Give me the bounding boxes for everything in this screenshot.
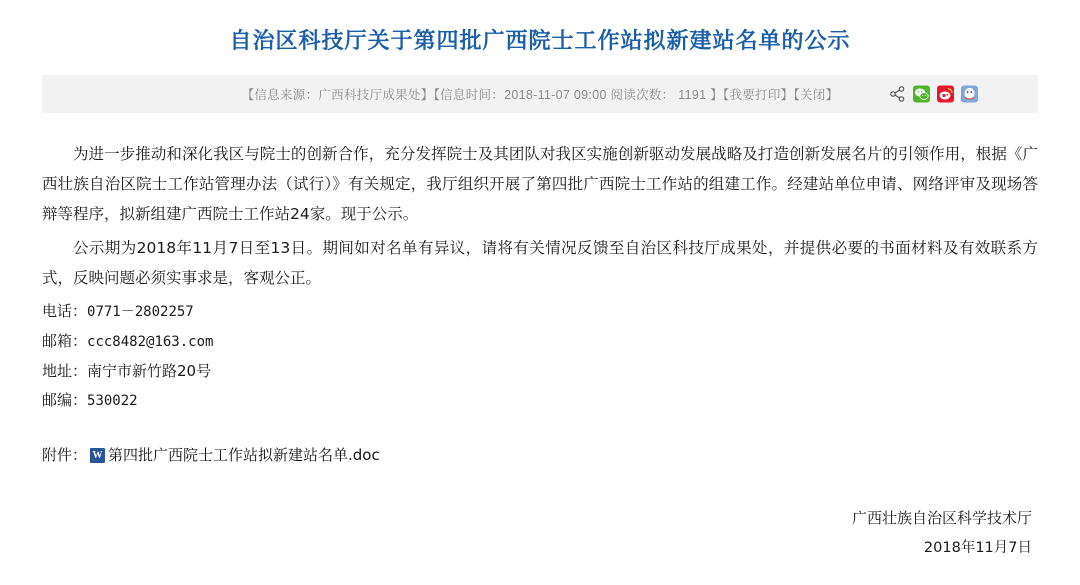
signature-block bbox=[852, 503, 1032, 563]
paragraph-2: 公示期为2018年11月7日至13日。期间如对名单有异议，请将有关情况反馈至自治区科技厅成果处，并提供必要的书面材料及有效联系方式，反映问题必须实事求是，客观公正。 bbox=[42, 239, 1038, 287]
weibo-icon[interactable] bbox=[937, 86, 954, 103]
contact-email bbox=[42, 327, 1038, 357]
contact-phone-value: 0771－2802257 bbox=[87, 304, 194, 320]
contact-postcode-label: 邮编： bbox=[42, 391, 88, 409]
wechat-icon[interactable] bbox=[913, 86, 930, 103]
document-body bbox=[42, 139, 1038, 470]
signature-organization: 广西壮族自治区科学技术厅 bbox=[851, 509, 1032, 527]
contact-phone bbox=[42, 297, 1038, 327]
contact-postcode-value: 530022 bbox=[87, 393, 138, 409]
contact-postcode bbox=[42, 386, 1038, 416]
attachment-label: 附件： bbox=[42, 446, 88, 464]
contact-address bbox=[42, 357, 1038, 386]
contact-email-value: ccc8482@163.com bbox=[87, 334, 214, 350]
contact-phone-label: 电话： bbox=[42, 302, 88, 320]
qq-icon[interactable] bbox=[961, 86, 978, 103]
contact-address-value: 南宁市新竹路20号 bbox=[87, 362, 212, 380]
meta-info-line: 【信息来源：广西科技厅成果处】【信息时间：2018-11-07 09:00 阅读次数： 1191 】【我要打印】【关闭】 bbox=[241, 88, 839, 102]
paragraph-1: 为进一步推动和深化我区与院士的创新合作，充分发挥院士及其团队对我区实施创新驱动发展战略及打造创新发展名片的引领作用，根据《广西壮族自治区院士工作站管理办法（试行）》有关规定，我厅组织开展了第四批广西院士工作站的组建工作。经建站单位申请、网络评审及现场答辩等程序，拟新组建广西院士工作站24家。现于公示。 bbox=[42, 145, 1038, 223]
attachment-link[interactable]: 第四批广西院士工作站拟新建站名单.doc bbox=[108, 446, 380, 464]
word-document-icon: W bbox=[90, 448, 105, 463]
attachment-row bbox=[42, 440, 1038, 470]
share-icon[interactable] bbox=[889, 86, 906, 103]
share-group bbox=[889, 86, 978, 103]
meta-bar bbox=[42, 75, 1038, 113]
signature-date: 2018年11月7日 bbox=[923, 540, 1032, 556]
contact-email-label: 邮箱： bbox=[42, 332, 88, 350]
contact-address-label: 地址： bbox=[42, 362, 88, 380]
page-title: 自治区科技厅关于第四批广西院士工作站拟新建站名单的公示 bbox=[229, 29, 851, 54]
